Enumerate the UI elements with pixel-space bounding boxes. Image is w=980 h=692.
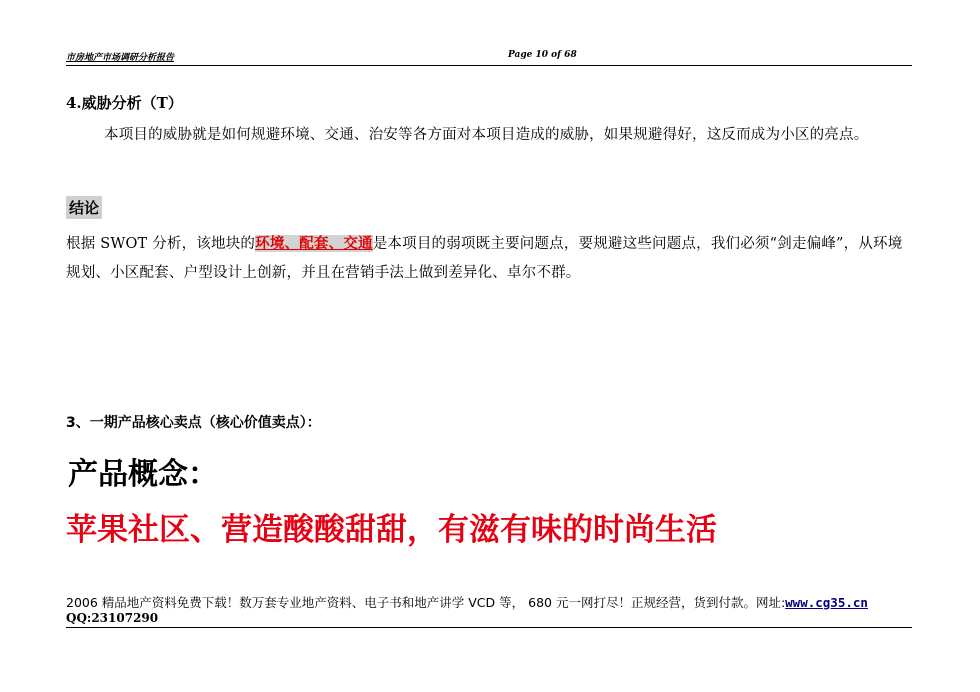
section-heading-selling-points: 3、一期产品核心卖点（核心价值卖点）：: [66, 415, 321, 431]
conclusion-label: 结论: [66, 196, 102, 219]
footer-ad-text: 2006 精品地产资料免费下载！数万套专业地产资料、电子书和地产讲学 VCD 等， 680 元一网打尽！正规经营，货到付款。网址:: [66, 595, 786, 610]
conclusion-paragraph: [66, 229, 912, 288]
header-divider: [66, 65, 912, 66]
page-header: [66, 50, 912, 66]
product-concept-slogan: 苹果社区、营造酸酸甜甜，有滋有味的时尚生活: [66, 512, 717, 548]
footer-divider: [66, 627, 912, 628]
section-heading-threats: 4.威胁分析（T）: [66, 94, 183, 112]
product-concept-label: 产品概念：: [68, 457, 218, 492]
threats-paragraph: 本项目的威胁就是如何规避环境、交通、治安等各方面对本项目造成的威胁，如果规避得好，这反而成为小区的亮点。: [104, 127, 869, 143]
page-number: Page 10 of 68: [508, 50, 577, 60]
footer-url-link[interactable]: www.cg35.cn: [785, 595, 868, 610]
conclusion-text-start: 根据 SWOT 分析，该地块的: [66, 236, 256, 252]
footer-qq: QQ:23107290: [66, 611, 159, 625]
header-title: 市房地产市场调研分析报告: [66, 53, 175, 63]
conclusion-text-end: 是本项目的弱项既主要问题点，要规避这些问题点，我们必须“剑走偏峰”，从环境规划、小区配套、户型设计上创新，并且在营销手法上做到差异化、卓尔不群。: [66, 236, 903, 281]
conclusion-highlight: 环境、配套、交通: [255, 235, 373, 252]
footer-ad: [66, 593, 912, 611]
